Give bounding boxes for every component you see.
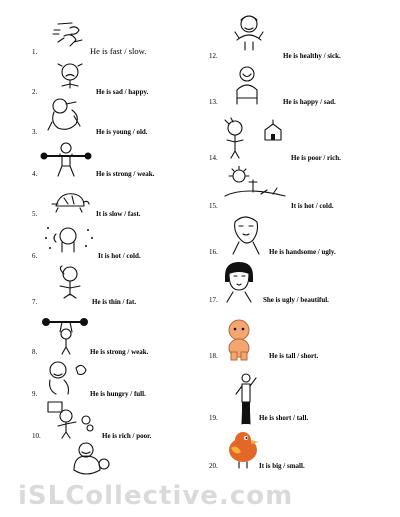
tall-man-icon xyxy=(231,372,261,431)
list-item xyxy=(28,140,198,180)
item-number: 2. xyxy=(32,88,38,96)
weightlifter-icon xyxy=(40,316,90,361)
item-number: 13. xyxy=(209,98,218,106)
list-item xyxy=(205,68,395,108)
list-item xyxy=(28,98,198,138)
sun-desert-icon xyxy=(221,166,293,213)
item-number: 9. xyxy=(32,390,38,398)
list-item xyxy=(28,402,198,442)
handsome-man-icon xyxy=(223,212,269,261)
item-number: 7. xyxy=(32,298,38,306)
poor-man-icon xyxy=(219,116,295,165)
list-item xyxy=(205,124,395,164)
rich-man-icon xyxy=(44,400,96,445)
item-number: 20. xyxy=(209,462,218,470)
item-number: 10. xyxy=(32,432,41,440)
running-man-icon xyxy=(50,20,90,57)
sentence: He is young / old. xyxy=(96,128,148,136)
hot-weather-icon xyxy=(42,220,96,263)
sentence: It is slow / fast. xyxy=(96,210,141,218)
list-item xyxy=(205,384,395,424)
healthy-boy-icon xyxy=(227,12,273,61)
sentence: He is poor / rich. xyxy=(291,154,341,162)
sentence: He is short / tall. xyxy=(259,414,309,422)
fat-man-icon xyxy=(66,440,112,485)
sentence: He is healthy / sick. xyxy=(283,52,341,60)
sentence: He is fast / slow. xyxy=(90,46,147,56)
list-item xyxy=(205,22,395,62)
list-item xyxy=(28,442,198,482)
sentence: He is tall / short. xyxy=(269,352,319,360)
list-item xyxy=(205,172,395,212)
hungry-boy-icon xyxy=(42,358,92,403)
list-item xyxy=(28,318,198,358)
turtle-icon xyxy=(46,186,90,221)
list-item xyxy=(28,180,198,220)
list-item xyxy=(28,360,198,400)
item-number: 14. xyxy=(209,154,218,162)
sentence: He is sad / happy. xyxy=(96,88,149,96)
sad-boy-icon xyxy=(50,60,90,97)
sentence: He is hungry / full. xyxy=(90,390,146,398)
item-number: 15. xyxy=(209,202,218,210)
item-number: 4. xyxy=(32,170,38,178)
old-man-icon xyxy=(44,96,88,139)
sentence: He is rich / poor. xyxy=(102,432,152,440)
list-item xyxy=(28,268,198,308)
list-item xyxy=(28,222,198,262)
list-item xyxy=(28,18,198,58)
sentence: He is thin / fat. xyxy=(92,298,137,306)
weightlifter-icon xyxy=(40,140,92,185)
woman-face-icon xyxy=(219,260,259,309)
short-baby-icon xyxy=(221,318,261,367)
sentence: It is hot / cold. xyxy=(291,202,334,210)
item-number: 17. xyxy=(209,296,218,304)
sentence: He is strong / weak. xyxy=(96,170,155,178)
thin-man-icon xyxy=(48,264,92,309)
sentence: She is ugly / beautiful. xyxy=(263,296,329,304)
item-number: 16. xyxy=(209,248,218,256)
sentence: It is hot / cold. xyxy=(98,252,141,260)
list-item xyxy=(205,266,395,306)
watermark: iSLCollective.com xyxy=(18,481,294,511)
happy-boy-icon xyxy=(227,64,267,111)
list-item xyxy=(205,432,395,472)
sentence: He is strong / weak. xyxy=(90,348,149,356)
item-number: 3. xyxy=(32,128,38,136)
item-number: 6. xyxy=(32,252,38,260)
list-item xyxy=(205,218,395,258)
item-number: 18. xyxy=(209,352,218,360)
sentence: He is handsome / ugly. xyxy=(269,248,336,256)
item-number: 8. xyxy=(32,348,38,356)
sentence: It is big / small. xyxy=(259,462,305,470)
item-number: 12. xyxy=(209,52,218,60)
item-number: 5. xyxy=(32,210,38,218)
item-number: 1. xyxy=(32,48,38,56)
list-item xyxy=(205,322,395,362)
list-item xyxy=(28,58,198,98)
sentence: He is happy / sad. xyxy=(283,98,336,106)
item-number: 19. xyxy=(209,414,218,422)
